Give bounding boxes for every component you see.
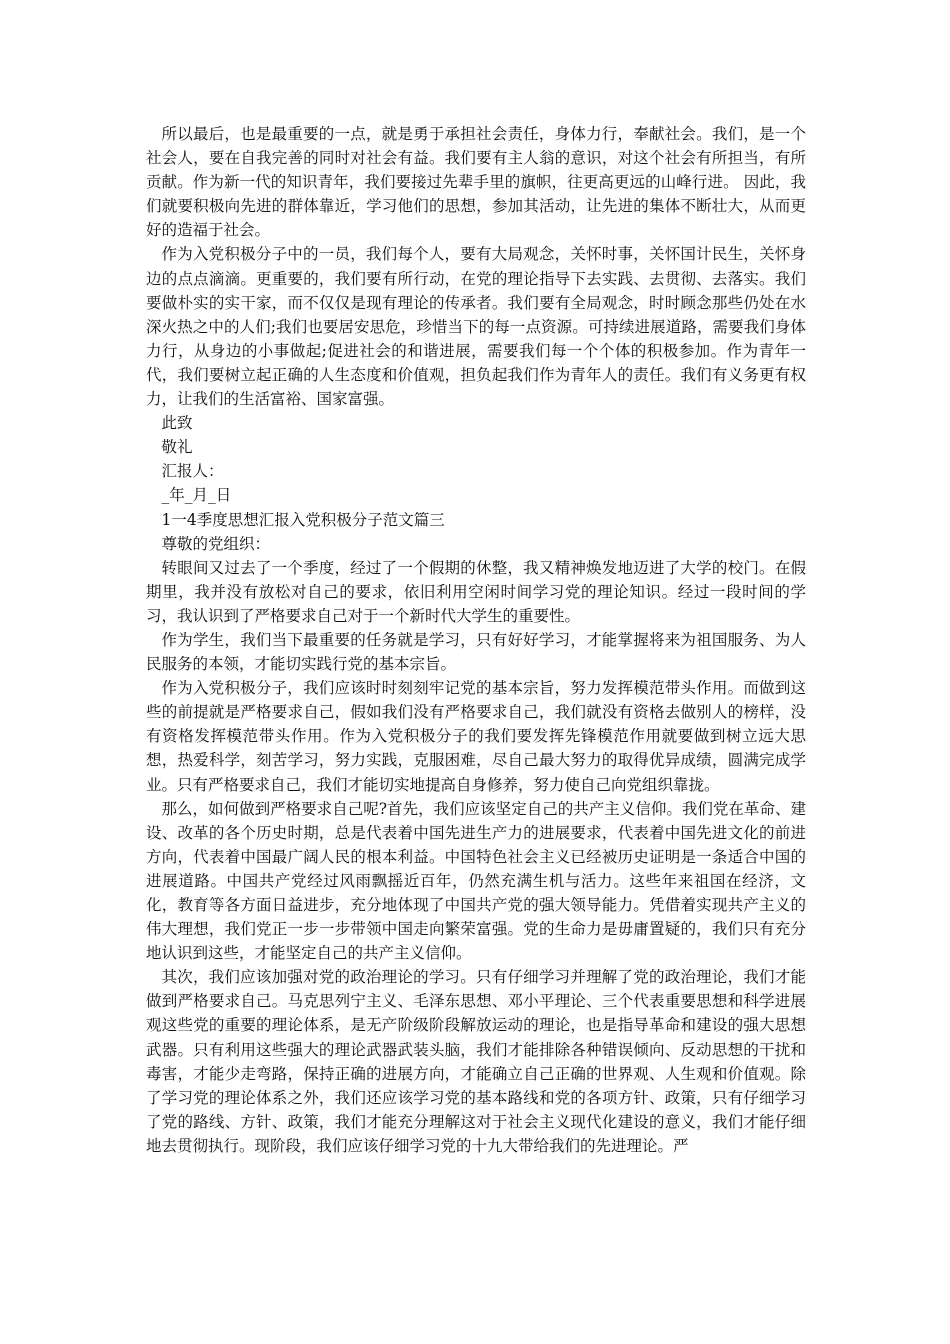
closing-salute-2: 敬礼 <box>161 438 193 457</box>
paragraph-activist-duty: 作为入党积极分子中的一员，我们每个人，要有大局观念，关怀时事，关怀国计民生，关怀身边的点点滴滴。更重要的，我们要有所行动，在党的理论指导下去实践、去贯彻、去落实。我们要做朴实的实干家，而不仅仅是现有理论的传承者。我们要有全局观念，时时顾念那些仍处在水深火热之中的人们;我们也要居安思危，珍惜当下的每一点资源。可持续进展道路，需要我们身体力行，从身边的小事做起;促进社会的和谐进展，需要我们每一个个体的积极参加。作为青年一代，我们要树立起正确的人生态度和价值观，担负起我们作为青年人的责任。我们有义务更有权力，让我们的生活富裕、国家富强。 <box>146 245 806 409</box>
paragraph-communist-belief: 那么，如何做到严格要求自己呢?首先，我们应该坚定自己的共产主义信仰。我们党在革命、建设、改革的各个历史时期，总是代表着中国先进生产力的进展要求，代表着中国先进文化的前进方向，代表着中国最广阔人民的根本利益。中国特色社会主义已经被历史证明是一条适合中国的进展道路。中国共产党经过风雨飘摇近百年，仍然充满生机与活力。这些年来祖国在经济，文化，教育等各方面日益进步，充分地体现了中国共产党的强大领导能力。凭借着实现共产主义的伟大理想，我们党正一步一步带领中国走向繁荣富强。党的生命力是毋庸置疑的，我们只有充分地认识到这些，才能坚定自己的共产主义信仰。 <box>146 799 806 963</box>
paragraph-social-responsibility: 所以最后，也是最重要的一点，就是勇于承担社会责任，身体力行，奉献社会。我们，是一个社会人，要在自我完善的同时对社会有益。我们要有主人翁的意识，对这个社会有所担当，有所贡献。作为新一代的知识青年，我们要接过先辈手里的旗帜，往更高更远的山峰行进。 因此，我们就要积极向先进的群体靠近，学习他们的思想，参加其活动，让先进的集体不断壮大，从而更好的造福于社会。 <box>146 125 806 240</box>
closing-salute-1: 此致 <box>161 414 193 433</box>
paragraph-political-theory: 其次，我们应该加强对党的政治理论的学习。只有仔细学习并理解了党的政治理论，我们才能做到严格要求自己。马克思列宁主义、毛泽东思想、邓小平理论、三个代表重要思想和科学进展观这些党的重要的理论体系，是无产阶级阶段解放运动的理论，也是指导革命和建设的强大思想武器。只有利用这些强大的理论武器武装头脑，我们才能排除各种错误倾向、反动思想的干扰和毒害，才能少走弯路，保持正确的进展方向，才能确立自己正确的世界观、人生观和价值观。除了学习党的理论体系之外，我们还应该学习党的基本路线和党的各项方针、政策，只有仔细学习了党的路线、方针、政策，我们才能充分理解这对于社会主义现代化建设的意义，我们才能仔细地去贯彻执行。现阶段，我们应该仔细学习党的十九大带给我们的先进理论。严 <box>146 968 806 1155</box>
closing-reporter: 汇报人： <box>161 462 224 481</box>
paragraph-model-role: 作为入党积极分子，我们应该时时刻刻牢记党的基本宗旨，努力发挥模范带头作用。而做到这些的前提就是严格要求自己，假如我们没有严格要求自己，我们就没有资格去做别人的榜样，没有资格发挥模范带头作用。作为入党积极分子的我们要发挥先锋模范作用就要做到树立远大思想，热爱科学，刻苦学习，努力实践，克服困难，尽自己最大努力的取得优异成绩，圆满完成学业。只有严格要求自己，我们才能切实地提高自身修养，努力使自己向党组织靠拢。 <box>146 679 806 794</box>
closing-date: _年_月_日 <box>161 486 232 505</box>
document-page <box>146 122 806 1158</box>
paragraph-study-task: 作为学生，我们当下最重要的任务就是学习，只有好好学习，才能掌握将来为祖国服务、为人民服务的本领，才能切实践行党的基本宗旨。 <box>146 630 806 674</box>
greeting: 尊敬的党组织： <box>161 534 271 553</box>
section-title: 1一4季度思想汇报入党积极分子范文篇三 <box>161 510 445 529</box>
paragraph-new-quarter: 转眼间又过去了一个季度，经过了一个假期的休整，我又精神焕发地迈进了大学的校门。在假期里，我并没有放松对自己的要求，依旧利用空闲时间学习党的理论知识。经过一段时间的学习，我认识到了严格要求自己对于一个新时代大学生的重要性。 <box>146 558 806 625</box>
